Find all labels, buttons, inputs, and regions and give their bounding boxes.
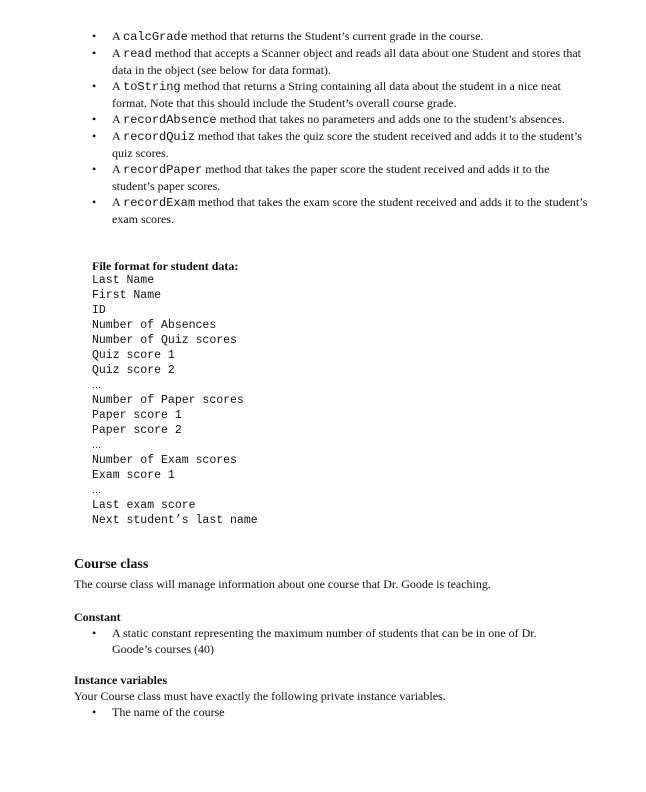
file-format-line: Number of Exam scores xyxy=(92,454,237,467)
bullet-icon: • xyxy=(92,129,97,143)
method-bullet-item xyxy=(92,28,592,45)
bullet-icon: • xyxy=(92,79,97,93)
bullet-text-pre: A xyxy=(112,29,124,43)
method-bullet-item xyxy=(92,128,592,161)
bullet-icon: • xyxy=(92,112,97,126)
file-format-line: Next student’s last name xyxy=(92,514,258,527)
method-name-code: recordExam xyxy=(123,196,196,210)
file-format-lines xyxy=(92,273,258,528)
method-name-code: toString xyxy=(123,80,181,94)
file-format-line: Exam score 1 xyxy=(92,469,175,482)
bullet-text-pre: A xyxy=(112,46,124,60)
ellipsis-line: … xyxy=(92,440,101,450)
file-format-line: Quiz score 2 xyxy=(92,364,175,377)
instance-bullet-text: The name of the course xyxy=(112,705,225,719)
method-name-code: recordPaper xyxy=(123,163,203,177)
bullet-icon: • xyxy=(92,705,97,719)
file-format-line: Number of Quiz scores xyxy=(92,334,237,347)
ellipsis-line: … xyxy=(92,380,101,390)
list-item xyxy=(92,625,572,657)
file-format-line: Last Name xyxy=(92,274,155,287)
bullet-icon: • xyxy=(92,46,97,60)
method-bullet-list xyxy=(92,28,592,227)
instance-bullet-list xyxy=(92,704,572,720)
method-bullet-item xyxy=(92,194,592,227)
bullet-text-post: method that takes the exam score the student received and adds it to the student’s exam scores. xyxy=(112,195,588,226)
bullet-text-post: method that returns a String containing all data about the student in a nice neat format. Note that this should include the Student’s overall course grade. xyxy=(112,79,561,110)
course-class-heading: Course class xyxy=(74,557,149,572)
bullet-text-post: method that takes the quiz score the student received and adds it to the student’s quiz scores. xyxy=(112,129,582,160)
bullet-icon: • xyxy=(92,29,97,43)
file-format-line: Number of Absences xyxy=(92,319,217,332)
file-format-line: First Name xyxy=(92,289,162,302)
file-format-line: Last exam score xyxy=(92,499,196,512)
instance-variables-heading: Instance variables xyxy=(74,673,167,687)
bullet-text-pre: A xyxy=(112,79,124,93)
bullet-text-post: method that returns the Student’s current grade in the course. xyxy=(187,29,484,43)
method-name-code: calcGrade xyxy=(123,30,188,44)
method-bullet-item xyxy=(92,161,592,194)
file-format-line: Number of Paper scores xyxy=(92,394,244,407)
constant-heading: Constant xyxy=(74,610,121,624)
list-item xyxy=(92,704,572,720)
bullet-text-pre: A xyxy=(112,129,124,143)
method-bullet-item xyxy=(92,111,592,128)
ellipsis-line: … xyxy=(92,485,101,495)
instance-variables-intro: Your Course class must have exactly the following private instance variables. xyxy=(74,689,446,703)
file-format-title: File format for student data: xyxy=(92,259,239,273)
bullet-text-post: method that accepts a Scanner object and reads all data about one Student and stores that data in the object (see below for data format). xyxy=(112,46,582,77)
constant-bullet-list xyxy=(92,625,572,657)
bullet-text-pre: A xyxy=(112,162,124,176)
bullet-icon: • xyxy=(92,162,97,176)
constant-bullet-text: A static constant representing the maximum number of students that can be in one of Dr. Goode’s courses (40) xyxy=(112,626,537,656)
method-bullet-item xyxy=(92,45,592,78)
bullet-text-pre: A xyxy=(112,195,124,209)
method-name-code: recordAbsence xyxy=(123,113,217,127)
file-format-line: Paper score 2 xyxy=(92,424,182,437)
method-name-code: read xyxy=(123,47,152,61)
bullet-text-post: method that takes the paper score the student received and adds it to the student’s paper scores. xyxy=(112,162,550,193)
method-bullet-item xyxy=(92,78,592,111)
course-class-intro: The course class will manage information about one course that Dr. Goode is teaching. xyxy=(74,577,491,591)
file-format-line: Paper score 1 xyxy=(92,409,182,422)
method-name-code: recordQuiz xyxy=(123,130,196,144)
bullet-icon: • xyxy=(92,195,97,209)
file-format-line: ID xyxy=(92,304,106,317)
bullet-text-post: method that takes no parameters and adds one to the student’s absences. xyxy=(216,112,565,126)
file-format-line: Quiz score 1 xyxy=(92,349,175,362)
bullet-icon: • xyxy=(92,626,97,640)
bullet-text-pre: A xyxy=(112,112,124,126)
